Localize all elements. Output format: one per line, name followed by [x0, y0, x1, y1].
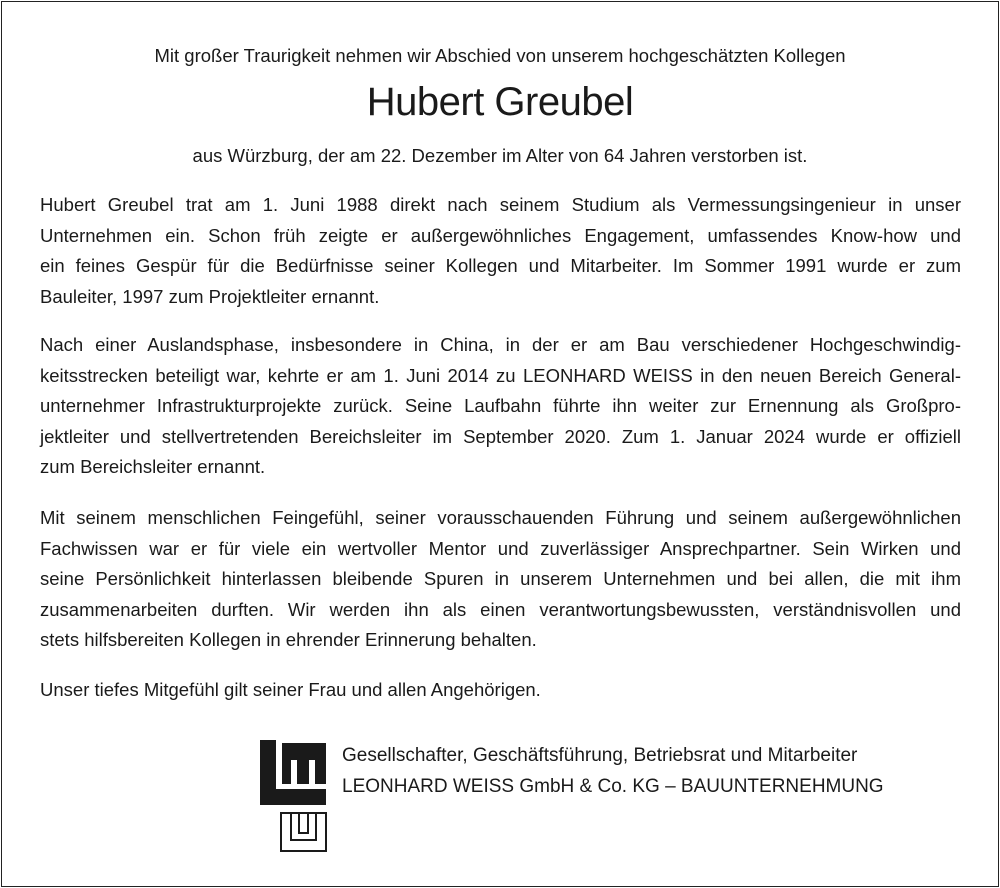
- signature-line-1: Gesellschafter, Geschäftsführung, Betriebsrat und Mitarbeiter: [342, 745, 858, 766]
- paragraph-line: stets hilfsbereiten Kollegen in ehrender Erinnerung behalten.: [40, 629, 537, 650]
- paragraph-line: ein feines Gespür für die Bedürfnisse seiner Kollegen und Mitarbeiter. Im Sommer 1991 wurde er zum: [40, 255, 961, 276]
- paragraph-line: Hubert Greubel trat am 1. Juni 1988 direkt nach seinem Studium als Vermessungsingenieur in unser: [40, 194, 961, 215]
- paragraph-4: [40, 675, 961, 706]
- signature-line-2: LEONHARD WEISS GmbH & Co. KG – BAUUNTERNEHMUNG: [342, 776, 884, 797]
- paragraph-line: Fachwissen war er für viele ein wertvoller Mentor und zuverlässiger Ansprechpartner. Sein Wirken und: [40, 537, 961, 559]
- paragraph-line: keitsstrecken beteiligt war, kehrte er am 1. Juni 2014 zu LEONHARD WEISS in den neuen Bereich General-: [40, 364, 961, 386]
- paragraph-line: jektleiter und stellvertretenden Bereichsleiter im September 2020. Zum 1. Januar 2024 wurde er offiziell: [40, 425, 961, 447]
- paragraph-2: [40, 330, 961, 483]
- paragraph-line: seine Persönlichkeit hinterlassen bleibende Spuren in unserem Unternehmen und bei allen, die mit ihm: [40, 568, 961, 589]
- intro-text: Mit großer Traurigkeit nehmen wir Abschied von unserem hochgeschätzten Kollegen: [154, 45, 846, 66]
- paragraph-line: zusammenarbeiten durften. Wir werden ihn als einen verantwortungsbewussten, verständnisvollen und: [40, 598, 961, 620]
- paragraph-line: unternehmer Infrastrukturprojekte zurück. Seine Laufbahn führte ihn weiter zur Ernennung als Großpro-: [40, 395, 961, 416]
- subtitle: aus Würzburg, der am 22. Dezember im Alter von 64 Jahren verstorben ist.: [192, 145, 808, 166]
- paragraph-line: Mit seinem menschlichen Feingefühl, seiner vorausschauenden Führung und seinem außergewöhnlichen: [40, 507, 961, 528]
- paragraph-line: Bauleiter, 1997 zum Projektleiter ernannt.: [40, 285, 380, 307]
- deceased-name: Hubert Greubel: [366, 80, 634, 124]
- paragraph-1: [40, 190, 961, 312]
- paragraph-3: [40, 503, 961, 656]
- paragraph-line: Nach einer Auslandsphase, insbesondere in China, in der er am Bau verschiedener Hochgeschwindig-: [40, 334, 961, 355]
- leonhard-weiss-logo: [258, 738, 330, 856]
- paragraph-line: Unternehmen ein. Schon früh zeigte er außergewöhnliches Engagement, umfassendes Know-how und: [40, 224, 961, 246]
- paragraph-line: zum Bereichsleiter ernannt.: [40, 456, 266, 477]
- paragraph-line: Unser tiefes Mitgefühl gilt seiner Frau und allen Angehörigen.: [40, 679, 541, 700]
